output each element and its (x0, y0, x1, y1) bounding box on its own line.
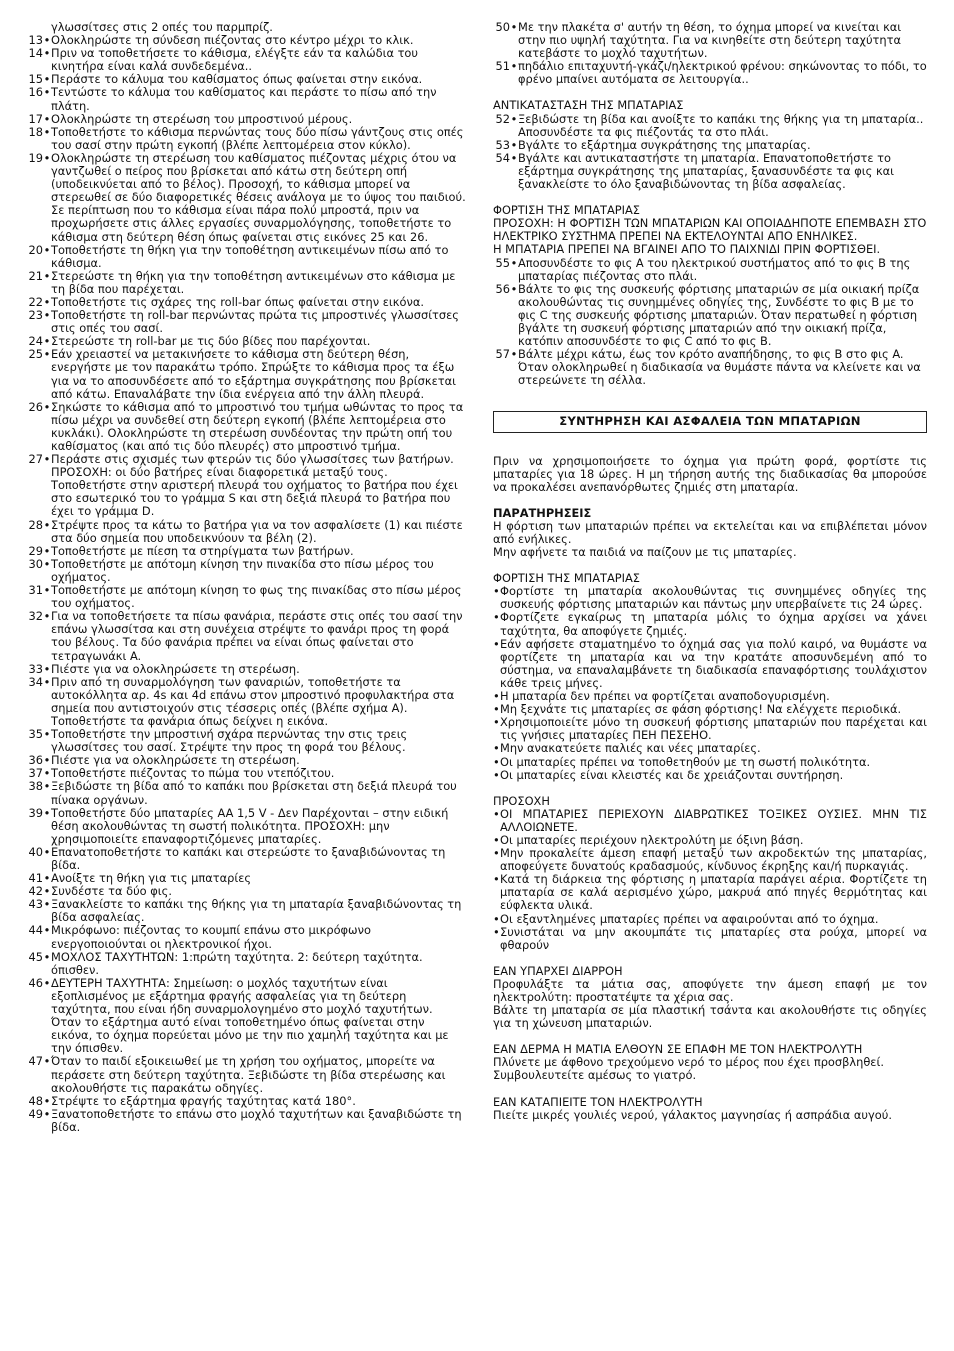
swallow-heading: ΕΑΝ ΚΑΤΑΠΙΕΙΤΕ ΤΟΝ ΗΛΕΚΤΡΟΛΥΤΗ (493, 1094, 703, 1109)
step-text: Αποσυνδέστε το φις A του ηλεκτρικού συστήματος από το φις B της μπαταρίας πιέζοντας στο πλάι. (518, 255, 911, 283)
bullet-text: Μην προκαλείτε άμεση επαφή μεταξύ των ακροδεκτών της μπαταρίας, αποφεύγετε δυνατούς κραδασμούς, κίνδυνος έκρηξης και/ή πυρκαγιάς. (500, 846, 927, 874)
step-text: Τεντώστε το κάλυμα του καθίσματος και περάστε το πίσω από την πλάτη. (51, 85, 437, 113)
instruction-step (26, 924, 466, 950)
instruction-step (26, 951, 466, 977)
bullet-dot: • (43, 779, 51, 794)
bullet-dot: • (43, 766, 51, 781)
instruction-step (26, 898, 466, 924)
bullet-dot: • (43, 661, 51, 676)
bullet-text: Οι μπαταρίες περιέχουν ηλεκτρολύτη με όξινη βάση. (500, 832, 804, 847)
bullet-dot: • (510, 281, 518, 296)
bullet-item (493, 769, 927, 782)
step-number: 50 (495, 20, 510, 34)
step-text: Επανατοποθετήστε το καπάκι και στερεώστε το ξαναβιδώνοντας τη βίδα. (51, 844, 446, 872)
instruction-step (26, 348, 466, 400)
step-number: 18 (28, 124, 43, 139)
bullet-dot: • (493, 872, 500, 887)
bullet-text: Φορτίζετε εγκαίρως τη μπαταρία μόλις το όχημα αρχίσει να χάνει ταχύτητα, θα αποφύγετε ζημιές. (500, 610, 927, 638)
step-text: Ολοκληρώστε τη σύνδεση πιέζοντας στο κέντρο μέχρι το κλικ. (51, 33, 414, 48)
bullet-dot: • (510, 137, 518, 152)
bullet-dot: • (43, 844, 51, 859)
step-number: 26 (28, 399, 43, 414)
step-number: 32 (28, 609, 43, 624)
leak-heading: ΕΑΝ ΥΠΑΡΧΕΙ ΔΙΑΡΡΟΗ (493, 963, 623, 978)
step-text: Στερεώστε τη roll-bar με τις δύο βίδες που παρέχονται. (51, 334, 371, 349)
bullet-dot: • (493, 689, 500, 704)
instruction-step (26, 126, 466, 152)
instruction-step (26, 584, 466, 610)
right-column (493, 21, 927, 1122)
caution-list (493, 808, 927, 952)
bullet-dot: • (43, 111, 51, 126)
instruction-step (493, 348, 927, 387)
bullet-dot: • (43, 805, 51, 820)
bullet-text: Οι μπαταρίες είναι κλειστές και δε χρειάζονται συντήρηση. (500, 767, 844, 782)
bullet-item (493, 926, 927, 952)
instruction-step (26, 780, 466, 806)
step-number: 34 (28, 674, 43, 689)
step-text: Βάλτε μέχρι κάτω, έως τον κρότο αναπήδησης, το φις B στο φις A. Όταν ολοκληρωθεί η διαδικασία να θυμάστε πάντα να κλείνετε και να στερεώνετε τη σέλλα. (518, 347, 921, 388)
bullet-dot: • (43, 543, 51, 558)
step-text: Τοποθετήστε με απότομη κίνηση το φως της πινακίδας στο πίσω μέρος του οχήματος. (51, 583, 462, 611)
instruction-step (26, 558, 466, 584)
bullet-item (493, 808, 927, 834)
maintenance-section-title: ΣΥΝΤΗΡΗΣΗ ΚΑΙ ΑΣΦΑΛΕΙΑ ΤΩΝ ΜΠΑΤΑΡΙΩΝ (493, 411, 927, 432)
instruction-step (26, 152, 466, 244)
skin-contact-heading: ΕΑΝ ΔΕΡΜΑ Η ΜΑΤΙΑ ΕΛΘΟΥΝ ΣΕ ΕΠΑΦΗ ΜΕ ΤΟΝ ΗΛΕΚΤΡΟΛΥΤΗ (493, 1042, 863, 1057)
step-number: 39 (28, 805, 43, 820)
step-text: ΜΟΧΛΟΣ ΤΑΧΥΤΗΤΩΝ: 1:πρώτη ταχύτητα. 2: δεύτερη ταχύτητα. όπισθεν. (51, 949, 423, 977)
bullet-text: Οι μπαταρίες πρέπει να τοποθετηθούν με τη σωστή πολικότητα. (500, 754, 871, 769)
bullet-text: Φορτίστε τη μπαταρία ακολουθώντας τις συνημμένες οδηγίες της συσκευής φόρτισης μπαταριών και πάντως μην υπερβαίνετε τις 24 ώρες. (500, 584, 927, 612)
step-text: Πιέστε για να ολοκληρώσετε τη στερέωση. (51, 753, 300, 768)
bullet-item (493, 611, 927, 637)
bullet-dot: • (493, 715, 500, 730)
step-number: 37 (28, 766, 43, 781)
bullet-text: Μη ξεχνάτε τις μπαταρίες σε φάση φόρτισης! Να ελέγχετε περιοδικά. (500, 702, 902, 717)
bullet-dot: • (43, 33, 51, 48)
instruction-step (493, 113, 927, 139)
charge-tips-list (493, 585, 927, 781)
bullet-dot: • (43, 72, 51, 87)
step-number: 38 (28, 779, 43, 794)
step-text: ΔΕΥΤΕΡΗ ΤΑΧΥΤΗΤΑ: Σημείωση: ο μοχλός ταχυτήτων είναι εξοπλισμένος με εξάρτημα φραγής ασφαλείας για τη δεύτερη ταχύτητα, που είναι ήδη συναρμολογημένο στο μοχλό ταχυτήτων. Όταν το εξάρτημα αυτό είναι τοποθετημένο όπως φαίνεται στην εικόνα, το όχημα πορεύεται μόνο με την πιο χαμηλή ταχύτητα και με την όπισθεν. (51, 975, 449, 1056)
note-adults: Η φόρτιση των μπαταριών πρέπει να εκτελείται και να επιβλέπεται μόνον από ενήλικες. (493, 518, 927, 546)
step-text: Πιέστε για να ολοκληρώσετε τη στερέωση. (51, 661, 300, 676)
step-number: 33 (28, 661, 43, 676)
step-number: 57 (495, 347, 510, 362)
instruction-step (26, 309, 466, 335)
step-text: Τοποθετήστε τη roll-bar περνώντας πρώτα τις μπροστινές γλωσσίτσες στις οπές του σασί. (51, 308, 459, 336)
bullet-text: Μην ανακατεύετε παλιές και νέες μπαταρίες. (500, 741, 761, 756)
bullet-dot: • (510, 111, 518, 126)
instruction-step (493, 139, 927, 152)
step-text: Τοποθετήστε την μπροστινή σχάρα περνώντας την στις τρεις γλωσσίτσες του σασί. Στρέψτε την προς τη φορά του βέλους. (51, 727, 408, 755)
bullet-dot: • (43, 583, 51, 598)
step-text: Τοποθετήστε τις σχάρες της roll-bar όπως φαίνεται στην εικόνα. (51, 294, 424, 309)
step-number: 35 (28, 727, 43, 742)
bullet-dot: • (493, 806, 500, 821)
bullet-dot: • (493, 846, 500, 861)
step-number: 30 (28, 556, 43, 571)
step-number: 41 (28, 871, 43, 886)
bullet-dot: • (493, 584, 500, 599)
bullet-dot: • (510, 59, 518, 74)
step-number: 47 (28, 1054, 43, 1069)
step-number: 24 (28, 334, 43, 349)
note-children: Μην αφήνετε τα παιδιά να παίζουν με τις μπαταρίες. (493, 545, 797, 560)
bullet-text: Κατά τη διάρκεια της φόρτισης η μπαταρία παράγει αέρια. Φορτίζετε τη μπαταρία σε καλά αερισμένο χώρο, μακρυά από πηγές θερμότητας και εύφλεκτα υλικά. (500, 872, 927, 913)
bullet-dot: • (493, 911, 500, 926)
bullet-dot: • (493, 924, 500, 939)
step-number: 51 (495, 59, 510, 74)
maintenance-intro: Πριν να χρησιμοποιήσετε το όχημα για πρώτη φορά, φορτίστε τις μπαταρίες για 18 ώρες. Η μη τήρηση αυτής της διαδικασίας θα μπορούσε να προκαλέσει ανεπανόρθωτες ζημιές στη μπαταρία. (493, 453, 927, 494)
instruction-step (493, 257, 927, 283)
step-text: Πριν από τη συναρμολόγηση των φαναριών, τοποθετήστε τα αυτοκόλλητα αρ. 4s και 4d επάνω στον μπροστινό προφυλακτήρα στα σημεία που αντιστοιχούν στις τέσσερις οπές (βλέπε σχήμα A). Τοποθετήστε τα φανάρια όπως δείχνει η εικόνα. (51, 674, 455, 728)
instruction-step (26, 1055, 466, 1094)
step-number: 49 (28, 1106, 43, 1121)
instruction-step (26, 244, 466, 270)
bullet-dot: • (43, 674, 51, 689)
bullet-dot: • (43, 923, 51, 938)
step-text: Εάν χρειαστεί να μετακινήσετε το κάθισμα στη δεύτερη θέση, ενεργήστε με τον παρακάτω τρόπο. Σπρώξτε το κάθισμα προς τα έξω για να το αποσυνδέσετε από το εξάρτημα συγκράτησης που βρίσκεται από κάτω. Επαναλάβατε την ίδια ενέργεια από την άλλη πλευρά. (51, 347, 456, 401)
step-number: 36 (28, 753, 43, 768)
step-number: 44 (28, 923, 43, 938)
bullet-dot: • (510, 20, 518, 34)
step-text: πηδάλιο επιταχυντή-γκάζι/ηλεκτρικού φρένου: σηκώνοντας το πόδι, το φρένο μπαίνει αυτόματα σε λειτουργία.. (518, 59, 927, 87)
instruction-step (26, 86, 466, 112)
step-number: 21 (28, 268, 43, 283)
bullet-dot: • (43, 753, 51, 768)
bullet-dot: • (510, 347, 518, 362)
bullet-dot: • (43, 1093, 51, 1108)
step-text: Τοποθετήστε τη θήκη για την τοποθέτηση αντικειμένων πίσω από το κάθισμα. (51, 242, 449, 270)
bullet-dot: • (43, 556, 51, 571)
bullet-dot: • (43, 609, 51, 624)
bullet-dot: • (43, 727, 51, 742)
bullet-dot: • (43, 347, 51, 362)
bullet-text: Χρησιμοποιείτε μόνο τη συσκευή φόρτισης μπαταριών που παρέχεται και τις γνήσιες μπαταρίες ΠΕΗ ΠΕΣΕΗΟ. (500, 715, 927, 743)
step-text: Βγάλτε και αντικαταστήστε τη μπαταρία. Επανατοποθετήστε το εξάρτημα συγκράτησης της μπαταρίας, ξανασυνδέστε τα φις και ξανακλείστε το όλο ξαναβιδώνοντας τη βίδα ασφαλείας. (518, 150, 895, 192)
step-number: 48 (28, 1093, 43, 1108)
step-number: 17 (28, 111, 43, 126)
caution-heading: ΠΡΟΣΟΧΗ (493, 793, 550, 808)
step-number: 53 (495, 137, 510, 152)
charge-warning-adults: ΠΡΟΣΟΧΗ: Η ΦΟΡΤΙΣΗ ΤΩΝ ΜΠΑΤΑΡΙΩΝ ΚΑΙ ΟΠΟΙΑΔΗΠΟΤΕ ΕΠΕΜΒΑΣΗ ΣΤΟ ΗΛΕΚΤΡΙΚΟ ΣΥΣΤΗΜΑ ΠΡΕΠΕΙ ΝΑ ΕΚΤΕΛΟΥΝΤΑΙ ΑΠΟ ΕΝΗΛΙΚΕΣ. (493, 216, 927, 244)
bullet-item (493, 585, 927, 611)
step-text: Τοποθετήστε πιέζοντας το πώμα του ντεπόζιτου. (51, 766, 335, 781)
assembly-steps-list (26, 34, 466, 1134)
bullet-dot: • (43, 517, 51, 532)
bullet-dot: • (43, 884, 51, 899)
instruction-step (26, 47, 466, 73)
step-text: Ξανακλείστε το καπάκι της θήκης για τη μπαταρία ξαναβιδώνοντας τη βίδα ασφαλείας. (51, 897, 462, 925)
step-text: Πριν να τοποθετήσετε το κάθισμα, ελέγξτε εάν τα καλώδια του κινητήρα είναι καλά συνδεδεμένα.. (51, 46, 418, 74)
step-text: Τοποθετήστε δύο μπαταρίες AA 1,5 V - Δεν Παρέχονται – στην ειδική θέση ακολουθώντας τη σωστή πολικότητα. ΠΡΟΣΟΧΗ: μην χρησιμοποιείτε επαναφορτιζόμενες μπαταρίες. (51, 805, 449, 846)
bullet-dot: • (43, 975, 51, 990)
bullet-dot: • (43, 242, 51, 257)
step-number: 23 (28, 308, 43, 323)
instruction-step (26, 401, 466, 453)
step-text: Βάλτε το φις της συσκευής φόρτισης μπαταριών σε μία οικιακή πρίζα ακολουθώντας τις συνημμένες οδηγίες της, Συνδέστε το φις B με το φις C της συσκευής φόρτισης μπαταριών. Όταν περατωθεί η φόρτιση βγάλτε τη συσκευή φόρτισης μπαταριών από την οικιακή πρίζα, κατόπιν αποσυνδέστε το φις C από το φις B. (518, 281, 920, 349)
leak-instruction-eyes: Προφυλάξτε τα μάτια σας, αποφύγετε την άμεση επαφή με τον ηλεκτρολύτη: προστατέψτε τα χέρια σας. (493, 976, 927, 1004)
bullet-dot: • (510, 150, 518, 165)
step-text: Για να τοποθετήσετε τα πίσω φανάρια, περάστε στις οπές του σασί την επάνω γλωσσίτσα και στη συνέχεια στρέψτε το φανάρι προς τη φορά του βέλους. Τα δύο φανάρια πρέπει να είναι όπως φαίνεται στο τετραγωνάκι A. (51, 609, 463, 663)
bullet-item (493, 873, 927, 912)
step-number: 28 (28, 517, 43, 532)
step-number: 45 (28, 949, 43, 964)
step-text: Με την πλακέτα σ' αυτήν τη θέση, το όχημα μπορεί να κινείται και στην πιο υψηλή ταχύτητα. Για να κινηθείτε στη δεύτερη ταχύτητα κατεβάστε το μοχλό ταχυτήτων. (518, 20, 902, 61)
instruction-step (26, 728, 466, 754)
skin-contact-rinse: Πλύνετε με άφθονο τρεχούμενο νερό το μέρος που έχει προσβληθεί. (493, 1055, 884, 1070)
swallow-instruction: Πιείτε μικρές γουλιές νερού, γάλακτος μαγνησίας ή ασπράδια αυγού. (493, 1107, 892, 1122)
charge-tips-heading: ΦΟΡΤΙΣΗ ΤΗΣ ΜΠΑΤΑΡΙΑΣ (493, 571, 640, 586)
bullet-dot: • (493, 754, 500, 769)
step-text: Στρέψτε το εξάρτημα φραγής ταχύτητας κατά 180°. (51, 1093, 356, 1108)
step-text: Περάστε το κάλυμα του καθίσματος όπως φαίνεται στην εικόνα. (51, 72, 423, 87)
instruction-step (26, 807, 466, 846)
bullet-item (493, 913, 927, 926)
bullet-dot: • (43, 85, 51, 100)
assembly-steps-list-continued (493, 21, 927, 86)
instruction-step (26, 846, 466, 872)
step-number: 46 (28, 975, 43, 990)
step-text: Όταν το παιδί εξοικειωθεί με τη χρήση του οχήματος, μπορείτε να περάσετε στη δεύτερη ταχύτητα. Ξεβιδώστε τη βίδα στερέωσης και ακολουθήστε τις παρακάτω οδηγίες. (51, 1054, 446, 1095)
step-text: Σηκώστε το κάθισμα από το μπροστινό του τμήμα ωθώντας το προς τα πίσω μέχρι να συνδεθεί στη δεύτερη εγκοπή (βλέπε λεπτομέρεια στο κυκλάκι). Ολοκληρώστε τη στερέωση συνδέοντας την πρώτη οπή του καθίσματος (και από τις δύο πλευρές) στο μπροστινό τμήμα. (51, 399, 464, 453)
bullet-dot: • (43, 150, 51, 165)
step-text: Βγάλτε το εξάρτημα συγκράτησης της μπαταρίας. (518, 137, 811, 152)
bullet-item (493, 638, 927, 690)
instruction-step (26, 977, 466, 1056)
step-number: 42 (28, 884, 43, 899)
step-number: 55 (495, 255, 510, 270)
step-number: 56 (495, 281, 510, 296)
step-number: 16 (28, 85, 43, 100)
step-text: Ξεβιδώστε τη βίδα και ανοίξτε το καπάκι της θήκης για τη μπαταρία.. Αποσυνδέστε τα φις πιέζοντάς τα στο πλάι. (518, 111, 924, 139)
bullet-dot: • (493, 702, 500, 717)
step-text: Μικρόφωνο: πιέζοντας το κουμπί επάνω στο μικρόφωνο ενεργοποιούνται οι ηλεκτρονικοί ήχοι. (51, 923, 371, 951)
bullet-dot: • (43, 949, 51, 964)
step-text: Στερεώστε τη θήκη για την τοποθέτηση αντικειμένων στο κάθισμα με τη βίδα που παρέχεται. (51, 268, 456, 296)
battery-charge-heading: ΦΟΡΤΙΣΗ ΤΗΣ ΜΠΑΤΑΡΙΑΣ (493, 203, 640, 218)
bullet-text: ΟΙ ΜΠΑΤΑΡΙΕΣ ΠΕΡΙΕΧΟΥΝ ΔΙΑΒΡΩΤΙΚΕΣ ΤΟΞΙΚΕΣ ΟΥΣΙΕΣ. ΜΗΝ ΤΙΣ ΑΛΛΟΙΩΝΕΤΕ. (500, 806, 927, 834)
step-text: Περάστε στις σχισμές των φτερών τις δύο γλωσσίτσες των βατήρων. ΠΡΟΣΟΧΗ: οι δύο βατήρες είναι διαφορετικά μεταξύ τους. Τοποθετήστε στην αριστερή πλευρά του οχήματος το βατήρα που έχει στο εσωτερικό του το γράμμα S και στη δεξιά πλευρά το βατήρα που έχει το γράμμα D. (51, 452, 458, 519)
step-number: 52 (495, 111, 510, 126)
bullet-dot: • (43, 268, 51, 283)
step-number: 25 (28, 347, 43, 362)
instruction-step (26, 545, 466, 558)
bullet-text: Οι εξαντλημένες μπαταρίες πρέπει να αφαιρούνται από το όχημα. (500, 911, 879, 926)
instruction-step (26, 610, 466, 662)
bullet-dot: • (43, 452, 51, 467)
bullet-dot: • (43, 124, 51, 139)
step-number: 54 (495, 150, 510, 165)
instruction-step (493, 283, 927, 348)
step-number: 40 (28, 844, 43, 859)
bullet-text: Συνιστάται να μην ακουμπάτε τις μπαταρίες στα ρούχα, μπορεί να φθαρούν (500, 924, 927, 952)
bullet-dot: • (493, 832, 500, 847)
step-number: 13 (28, 33, 43, 48)
bullet-dot: • (493, 741, 500, 756)
bullet-dot: • (493, 767, 500, 782)
instruction-step (26, 270, 466, 296)
bullet-dot: • (43, 1106, 51, 1121)
battery-charge-steps (493, 257, 927, 388)
instruction-step (26, 453, 466, 518)
instruction-step (26, 663, 466, 676)
charge-warning-remove: Η ΜΠΑΤΑΡΙΑ ΠΡΕΠΕΙ ΝΑ ΒΓΑΙΝΕΙ ΑΠΟ ΤΟ ΠΑΙΧΝΙΔΙ ΠΡΙΝ ΦΟΡΤΙΣΘΕΙ. (493, 242, 881, 257)
bullet-dot: • (43, 897, 51, 912)
step-number: 31 (28, 583, 43, 598)
battery-replace-steps (493, 113, 927, 192)
instruction-step (26, 519, 466, 545)
notes-heading: ΠΑΡΑΤΗΡΗΣΕΙΣ (493, 505, 592, 520)
step-number: 27 (28, 452, 43, 467)
step-number: 14 (28, 46, 43, 61)
bullet-dot: • (43, 334, 51, 349)
bullet-dot: • (510, 255, 518, 270)
bullet-item (493, 742, 927, 755)
left-column (26, 21, 466, 1134)
instruction-step (26, 1095, 466, 1108)
step-text: Τοποθετήστε το κάθισμα περνώντας τους δύο πίσω γάντζους στις οπές του σασί στην πρώτη εγκοπή (βλέπε λεπτομέρεια στον κύκλο). (51, 124, 464, 152)
battery-replace-heading: ΑΝΤΙΚΑΤΑΣΤΑΣΗ ΤΗΣ ΜΠΑΤΑΡΙΑΣ (493, 98, 684, 113)
step-number: 22 (28, 294, 43, 309)
bullet-dot: • (43, 1054, 51, 1069)
instruction-step (26, 113, 466, 126)
step-text: Ολοκληρώστε τη στερέωση του καθίσματος πιέζοντας μέχρις ότου να γαντζωθεί ο πείρος που βρίσκεται από κάτω στη δεύτερη οπή (υποδεικνύεται από το βέλος). Προσοχή, το κάθισμα μπορεί να στερεωθεί σε δύο διαφορετικές θέσεις ανάλογα με το ύψος του παιδιού. Σε περίπτωση που το κάθισμα είναι πάρα πολύ μπροστά, πριν να προχωρήσετε στις άλλες εργασίες συναρμολόγησης, τοποθετήστε το κάθισμα στη δεύτερη θέση όπως φαίνεται στις εικόνες 25 και 26. (51, 150, 466, 244)
step-number: 29 (28, 543, 43, 558)
step-text: Στρέψτε προς τα κάτω το βατήρα για να τον ασφαλίσετε (1) και πιέστε στα δύο σημεία που υποδεικνύουν τα βέλη (2). (51, 517, 463, 545)
step-text: Ξεβιδώστε τη βίδα από το καπάκι που βρίσκεται στη δεξιά πλευρά του πίνακα οργάνων. (51, 779, 457, 807)
instruction-step (493, 60, 927, 86)
intro-text: γλωσσίτσες στις 2 οπές του παρμπρίζ. (51, 20, 273, 34)
bullet-item (493, 716, 927, 742)
bullet-dot: • (493, 636, 500, 651)
instruction-step (493, 152, 927, 191)
step-number: 20 (28, 242, 43, 257)
bullet-dot: • (43, 46, 51, 61)
bullet-dot: • (43, 294, 51, 309)
step-text: Ανοίξτε τη θήκη για τις μπαταρίες (51, 871, 252, 886)
step-text: Ολοκληρώστε τη στερέωση του μπροστινού μέρους. (51, 111, 353, 126)
instruction-step (26, 676, 466, 728)
bullet-dot: • (43, 871, 51, 886)
instruction-step (26, 1108, 466, 1134)
bullet-text: Η μπαταρία δεν πρέπει να φορτίζεται αναποδογυρισμένη. (500, 689, 830, 704)
step-number: 43 (28, 897, 43, 912)
step-number: 19 (28, 150, 43, 165)
skin-contact-doctor: Συμβουλευτείτε αμέσως το γιατρό. (493, 1068, 697, 1083)
leak-instruction-bag: Βάλτε τη μπαταρία σε μία πλαστική τσάντα και ακολουθήστε τις οδηγίες για τη χώνευση μπαταριών. (493, 1003, 927, 1031)
step-text: Συνδέστε τα δύο φις. (51, 884, 172, 899)
bullet-dot: • (493, 610, 500, 625)
step-text: Τοποθετήστε με απότομη κίνηση την πινακίδα στο πίσω μέρος του οχήματος. (51, 556, 434, 584)
bullet-text: Εάν αφήσετε σταματημένο το όχημά σας για πολύ καιρό, να θυμάστε να φορτίζετε τη μπαταρία και να την κρατάτε αποσυνδεμένη από το σύστημα, να επαναλαμβάνετε τη διαδικασία επαναφόρτισης τουλάχιστον κάθε τρεις μήνες. (500, 636, 927, 690)
bullet-item (493, 756, 927, 769)
bullet-item (493, 847, 927, 873)
bullet-dot: • (43, 399, 51, 414)
bullet-dot: • (43, 308, 51, 323)
step-number: 15 (28, 72, 43, 87)
instruction-step (493, 21, 927, 60)
step-text: Τοποθετήστε με πίεση τα στηρίγματα των βατήρων. (51, 543, 354, 558)
step-text: Ξανατοποθετήστε το επάνω στο μοχλό ταχυτήτων και ξαναβιδώστε τη βίδα. (51, 1106, 462, 1134)
